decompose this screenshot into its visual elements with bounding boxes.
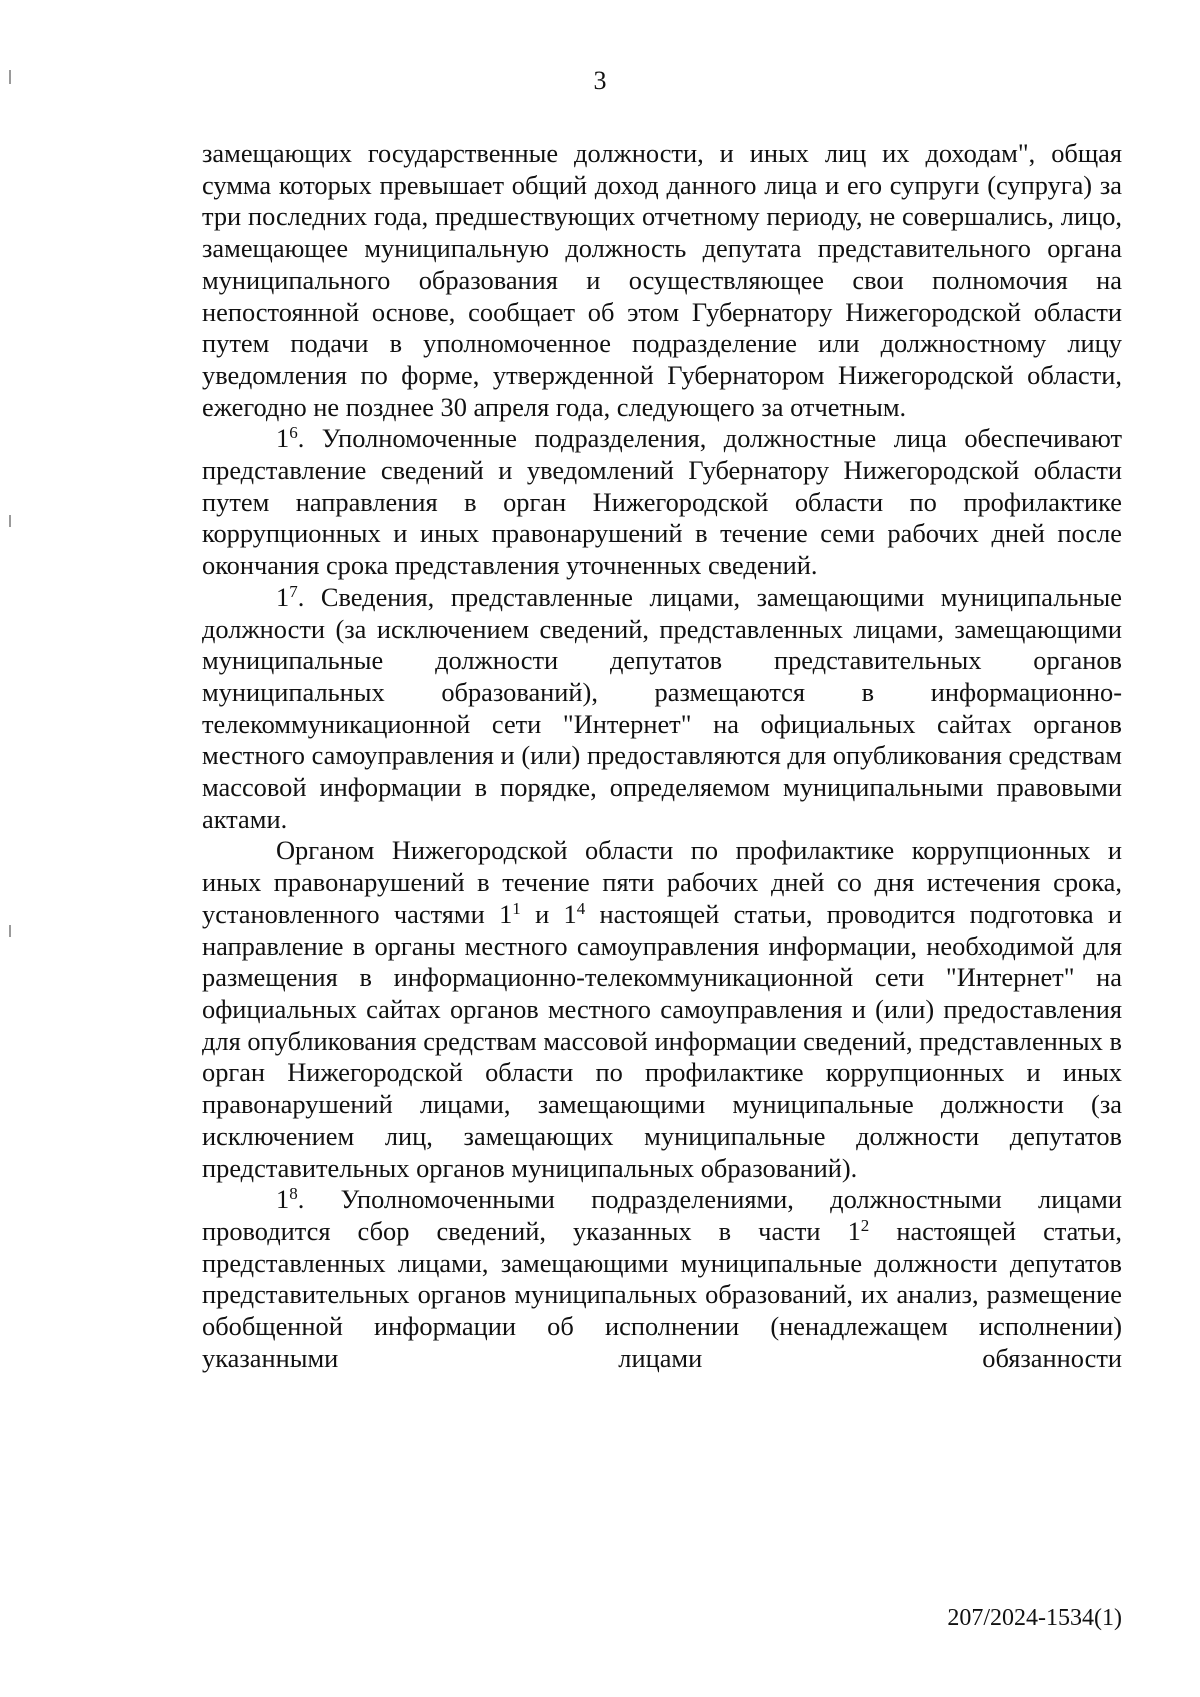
paragraph-text: Органом Нижегородской области по профилактике коррупционных и иных правонарушений в течение пяти рабочих дней со дня истечения срока, установленного частями 1 [202, 835, 1122, 929]
part-superscript: 6 [289, 423, 298, 443]
paragraph-text: . Уполномоченные подразделения, должностные лица обеспечивают представление сведений и уведомлений Губернатору Нижегородской области путем направления в орган Нижегородской области по профилактике коррупционных и иных правонарушений в течение семи рабочих дней после окончания срока представления уточненных сведений. [202, 423, 1122, 581]
part-superscript: 7 [289, 581, 298, 601]
paragraph-part-1-8 [202, 1184, 1122, 1374]
paragraph-text: и 1 [520, 898, 577, 929]
document-registration-code: 207/2024-1534(1) [947, 1605, 1122, 1631]
part-number: 1 [276, 1184, 290, 1215]
part-number: 1 [276, 581, 290, 612]
paragraph-text: настоящей статьи, проводится подготовка и направление в органы местного самоуправления информации, необходимой для размещения в информационно-телекоммуникационной сети "Интернет" на официальных сайтах органов местного самоуправления и (или) предоставления для опубликования средствам массовой информации сведений, представленных в орган Нижегородской области по профилактике коррупционных и иных правонарушений лицами, замещающими муниципальные должности (за исключением лиц, замещающих муниципальные должности депутатов представительных органов муниципальных образований). [202, 898, 1123, 1183]
paragraph-text: настоящей статьи, представленных лицами, замещающими муниципальные должности депутатов представительных органов муниципальных образований, их анализ, размещение обобщенной информации об исполнении (ненадлежащем исполнении) указанными лицами обязанности [202, 1215, 1122, 1373]
paragraph-text: . Сведения, представленные лицами, замещающими муниципальные должности (за исключением сведений, представленных лицами, замещающими муниципальные должности депутатов представительных органов муниципальных образований), размещаются в информационно-телекоммуникационной сети "Интернет" на официальных сайтах органов местного самоуправления и (или) предоставляются для опубликования средствам массовой информации в порядке, определяемом муниципальными правовыми актами. [202, 581, 1122, 834]
scan-edge-mark [9, 925, 11, 937]
part-superscript: 8 [289, 1184, 298, 1204]
paragraph-continuation [202, 138, 1122, 423]
reference-superscript: 1 [512, 898, 521, 918]
page-number: 3 [593, 66, 607, 95]
reference-superscript: 4 [576, 898, 586, 918]
paragraph-part-1-7 [202, 582, 1122, 836]
paragraph-text: . Уполномоченными подразделениями, должностными лицами проводится сбор сведений, указанных в части 1 [202, 1184, 1122, 1246]
reference-superscript: 2 [860, 1215, 870, 1235]
paragraph-part-1-6 [202, 423, 1122, 582]
paragraph-regional-body [202, 835, 1122, 1184]
document-body [202, 138, 1122, 1374]
part-number: 1 [276, 423, 290, 454]
scan-edge-mark [9, 515, 11, 527]
paragraph-text: замещающих государственные должности, и иных лиц их доходам", общая сумма которых превышает общий доход данного лица и его супруги (супруга) за три последних года, предшествующих отчетному периоду, не совершались, лицо, замещающее муниципальную должность депутата представительного органа муниципального образования и осуществляющее свои полномочия на непостоянной основе, сообщает об этом Губернатору Нижегородской области путем подачи в уполномоченное подразделение или должностному лицу уведомления по форме, утвержденной Губернатором Нижегородской области, ежегодно не позднее 30 апреля года, следующего за отчетным. [202, 138, 1122, 422]
